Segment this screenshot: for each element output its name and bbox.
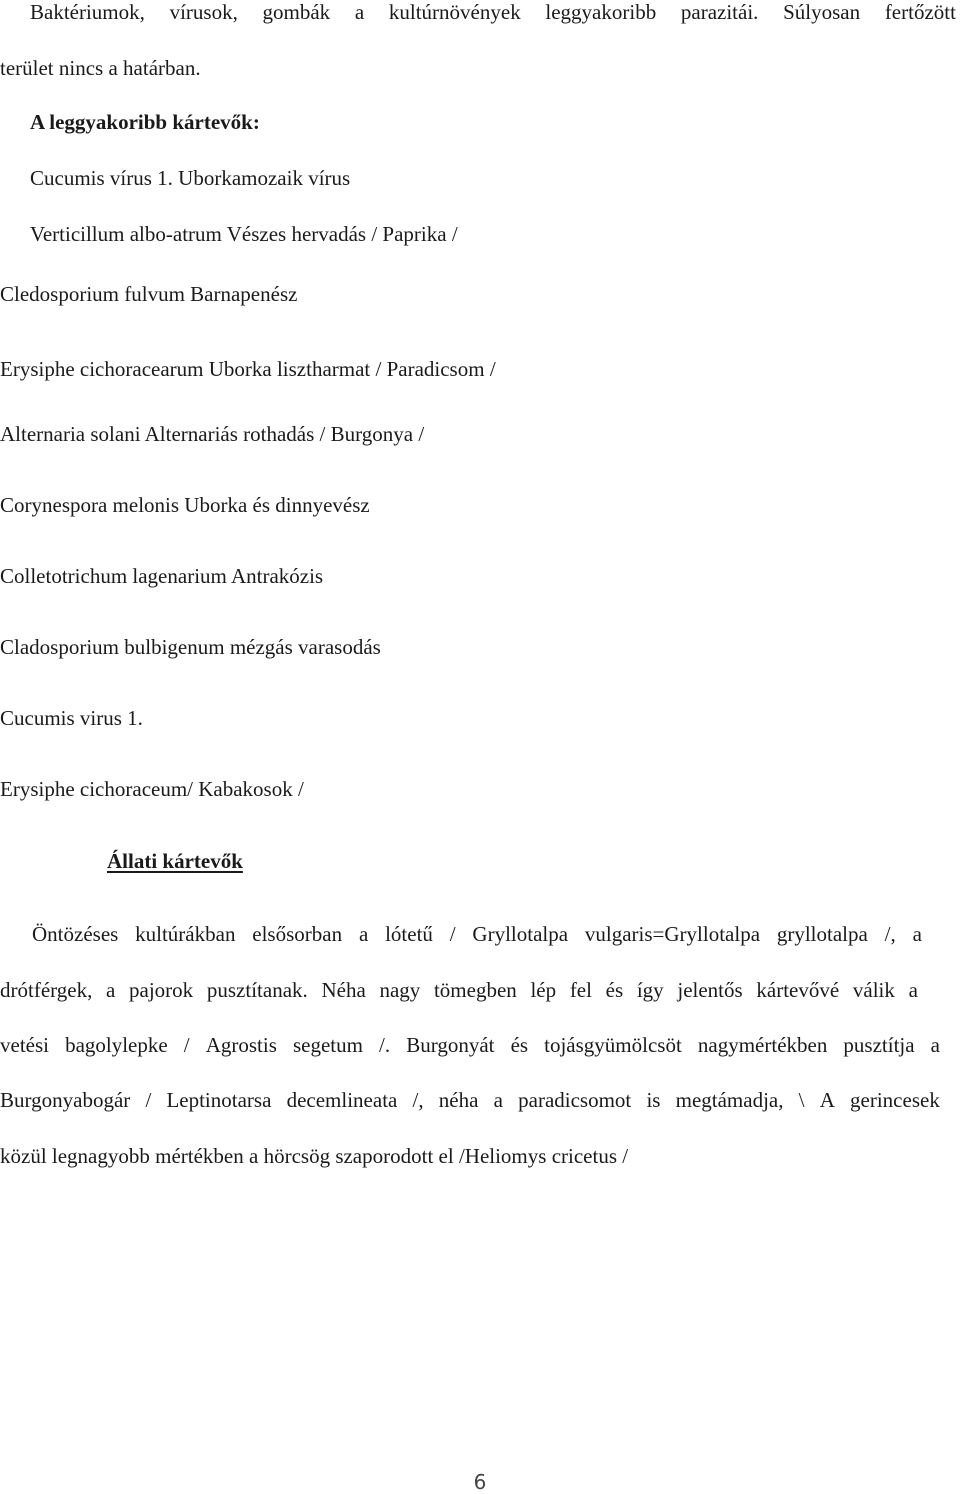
- word: Gryllotalpa: [472, 922, 569, 946]
- word: gryllotalpa: [776, 922, 868, 946]
- word: gombák: [262, 0, 331, 24]
- word: /: [183, 1033, 190, 1057]
- word: /,: [884, 922, 896, 946]
- pests-heading: A leggyakoribb kártevők:: [30, 110, 260, 134]
- word: a: [930, 1033, 940, 1057]
- pest-item: Alternaria solani Alternariás rothadás / Burgonya /: [0, 422, 425, 446]
- word: lótetű: [385, 922, 433, 946]
- word: leggyakoribb: [545, 0, 657, 24]
- word: a: [912, 922, 922, 946]
- word: Agrostis: [205, 1033, 277, 1057]
- word: bagolylepke: [65, 1033, 168, 1057]
- word: gerincesek: [850, 1088, 940, 1112]
- intro-line-2: terület nincs a határban.: [0, 56, 201, 80]
- animal-line-2: [0, 980, 918, 1001]
- word: lép: [530, 978, 557, 1002]
- word: Burgonyát: [406, 1033, 495, 1057]
- word: tömegben: [433, 978, 517, 1002]
- pest-item: Cucumis vírus 1. Uborkamozaik vírus: [30, 166, 351, 190]
- word: fel: [569, 978, 592, 1002]
- word: pajorok: [129, 978, 194, 1002]
- word: pusztítanak.: [206, 978, 308, 1002]
- animal-line-5: közül legnagyobb mértékben a hörcsög szaporodott el /Heliomys cricetus /: [0, 1144, 629, 1168]
- word: a: [493, 1088, 503, 1112]
- pest-item: Colletotrichum lagenarium Antrakózis: [0, 564, 324, 588]
- word: tojásgyümölcsöt: [544, 1033, 682, 1057]
- word: a: [106, 978, 116, 1002]
- word: kártevővé: [756, 978, 840, 1002]
- word: A: [819, 1088, 835, 1112]
- pest-item: Erysiphe cichoraceum/ Kabakosok /: [0, 777, 304, 801]
- word: Baktériumok,: [30, 0, 145, 24]
- word: parazitái.: [680, 0, 759, 24]
- word: a: [354, 0, 365, 24]
- word: /,: [412, 1088, 424, 1112]
- pest-item: Cucumis virus 1.: [0, 706, 143, 730]
- word: /.: [379, 1033, 391, 1057]
- pest-item: Corynespora melonis Uborka és dinnyevész: [0, 493, 370, 517]
- pest-item: Cladosporium bulbigenum mézgás varasodás: [0, 635, 381, 659]
- word: /: [449, 922, 456, 946]
- word: segetum: [292, 1033, 363, 1057]
- animal-line-1: [32, 924, 922, 945]
- word: jelentős: [677, 978, 743, 1002]
- word: válik: [852, 978, 895, 1002]
- animal-line-4: [0, 1090, 940, 1111]
- pest-item: Verticillum albo-atrum Vészes hervadás / Paprika /: [30, 222, 458, 246]
- word: elsősorban: [252, 922, 343, 946]
- word: vetési: [0, 1033, 49, 1057]
- word: kultúrákban: [135, 922, 236, 946]
- word: Néha: [321, 978, 366, 1002]
- word: Súlyosan: [783, 0, 861, 24]
- word: és: [510, 1033, 529, 1057]
- word: és: [605, 978, 624, 1002]
- animal-pests-heading: Állati kártevők: [107, 849, 243, 873]
- word: a: [358, 922, 369, 946]
- word: néha: [438, 1088, 479, 1112]
- word: nagy: [379, 978, 421, 1002]
- word: vírusok,: [169, 0, 238, 24]
- word: Öntözéses: [32, 922, 119, 946]
- word: így: [636, 978, 664, 1002]
- word: paradicsomot: [518, 1088, 632, 1112]
- word: megtámadja,: [675, 1088, 784, 1112]
- word: Leptinotarsa: [166, 1088, 272, 1112]
- word: is: [646, 1088, 661, 1112]
- word: \: [798, 1088, 805, 1112]
- page-number: 6: [473, 1470, 487, 1494]
- word: decemlineata: [286, 1088, 398, 1112]
- word: kultúrnövények: [388, 0, 521, 24]
- pest-item: Erysiphe cichoracearum Uborka lisztharmat / Paradicsom /: [0, 357, 496, 381]
- intro-line-1: [30, 2, 956, 23]
- word: /: [145, 1088, 152, 1112]
- word: vulgaris=Gryllotalpa: [584, 922, 761, 946]
- word: pusztítja: [843, 1033, 915, 1057]
- word: nagymértékben: [697, 1033, 828, 1057]
- animal-line-3: [0, 1035, 940, 1056]
- word: a: [908, 978, 918, 1002]
- word: drótférgek,: [0, 978, 93, 1002]
- pest-item: Cledosporium fulvum Barnapenész: [0, 282, 298, 306]
- word: fertőzött: [884, 0, 956, 24]
- word: Burgonyabogár: [0, 1088, 131, 1112]
